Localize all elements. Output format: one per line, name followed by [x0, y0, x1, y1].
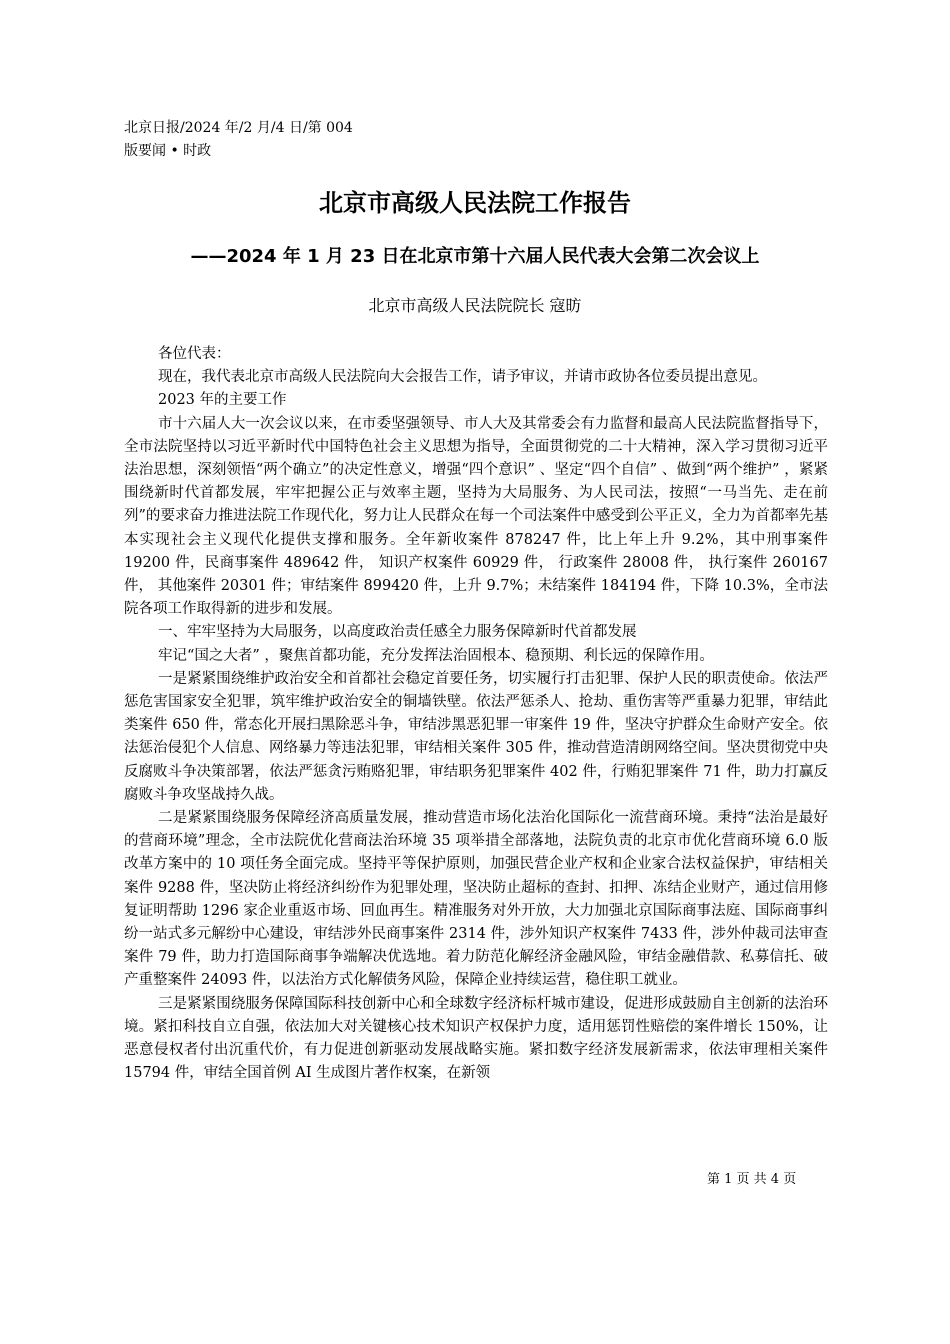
- paragraph-point-2: 二是紧紧围绕服务保障经济高质量发展，推动营造市场化法治化国际化一流营商环境。秉持“法治是最好的营商环境”理念，全市法院优化营商法治环境 35 项举措全部落地，法院负责的北京市优化营商环境 6.0 版改革方案中的 10 项任务全面完成。坚持平等保护原则，加强民营企业产权和企业家合法权益保护，审结相关案件 9288 件，坚决防止将经济纠纷作为犯罪处理，坚决防止超标的查封、扣押、冻结企业财产，通过信用修复证明帮助 1296 家企业重返市场、回血再生。精准服务对外开放，大力加强北京国际商事法庭、国际商事纠纷一站式多元解纷中心建设，审结涉外民商事案件 2314 件，涉外知识产权案件 7433 件，涉外仲裁司法审查案件 79 件，助力打造国际商事争端解决优选地。着力防范化解经济金融风险，审结金融借款、私募信托、破产重整案件 24093 件，以法治方式化解债务风险，保障企业持续运营，稳住职工就业。: [124, 810, 828, 989]
- section-heading-2023: 2023 年的主要工作: [158, 392, 287, 409]
- report-author: 北京市高级人民法院院长 寇昉: [368, 296, 582, 315]
- report-body: [124, 343, 828, 1086]
- publication-source: 北京日报/2024 年/2 月/4 日/第 004: [124, 120, 353, 136]
- paragraph-point-1: 一是紧紧围绕维护政治安全和首都社会稳定首要任务，切实履行打击犯罪、保护人民的职责使命。依法严惩危害国家安全犯罪，筑牢维护政治安全的铜墙铁壁。依法严惩杀人、抢劫、重伤害等严重暴力犯罪，审结此类案件 650 件，常态化开展扫黑除恶斗争，审结涉黑恶犯罪一审案件 19 件，坚决守护群众生命财产安全。依法惩治侵犯个人信息、网络暴力等违法犯罪，审结相关案件 305 件，推动营造清朗网络空间。坚决贯彻党中央反腐败斗争决策部署，依法严惩贪污贿赂犯罪，审结职务犯罪案件 402 件，行贿犯罪案件 71 件，助力打赢反腐败斗争攻坚战持久战。: [124, 670, 828, 803]
- paragraph-point-3: 三是紧紧围绕服务保障国际科技创新中心和全球数字经济标杆城市建设，促进形成鼓励自主创新的法治环境。紧扣科技自立自强，依法加大对关键核心技术知识产权保护力度，适用惩罚性赔偿的案件增长 150%，让恶意侵权者付出沉重代价，有力促进创新驱动发展战略实施。紧扣数字经济发展新需求，依法审理相关案件 15794 件，审结全国首例 AI 生成图片著作权案，在新领: [124, 995, 828, 1082]
- paragraph-section-1-intro: 牢记“国之大者” ，聚焦首都功能，充分发挥法治固根本、稳预期、利长远的保障作用。: [158, 647, 714, 664]
- publication-section: 版要闻 • 时政: [124, 143, 212, 159]
- report-subtitle: ——2024 年 1 月 23 日在北京市第十六届人民代表大会第二次会议上: [190, 246, 760, 267]
- salutation: 各位代表：: [158, 346, 231, 362]
- page-number: 第 1 页 共 4 页: [707, 1172, 797, 1187]
- paragraph-intro: 现在，我代表北京市高级人民法院向大会报告工作，请予审议，并请市政协各位委员提出意见。: [158, 369, 767, 386]
- report-title: 北京市高级人民法院工作报告: [319, 189, 631, 217]
- publication-info: [124, 117, 353, 163]
- section-heading-1: 一、牢牢坚持为大局服务，以高度政治责任感全力服务保障新时代首都发展: [158, 624, 637, 641]
- paragraph-summary: 市十六届人大一次会议以来，在市委坚强领导、市人大及其常委会有力监督和最高人民法院监督指导下，全市法院坚持以习近平新时代中国特色社会主义思想为指导，全面贯彻党的二十大精神，深入学习贯彻习近平法治思想，深刻领悟“两个确立”的决定性意义，增强“四个意识” 、坚定“四个自信” 、做到“两个维护” ，紧紧围绕新时代首都发展，牢牢把握公正与效率主题，坚持为大局服务、为人民司法，按照“一马当先、走在前列”的要求奋力推进法院工作现代化，努力让人民群众在每一个司法案件中感受到公平正义，全力为首都率先基本实现社会主义现代化提供支撑和服务。全年新收案件 878247 件，比上年上升 9.2%，其中刑事案件 19200 件，民商事案件 489642 件， 知识产权案件 60929 件， 行政案件 28008 件， 执行案件 260167 件， 其他案件 20301 件；审结案件 899420 件，上升 9.7%；未结案件 184194 件，下降 10.3%，全市法院各项工作取得新的进步和发展。: [124, 415, 828, 618]
